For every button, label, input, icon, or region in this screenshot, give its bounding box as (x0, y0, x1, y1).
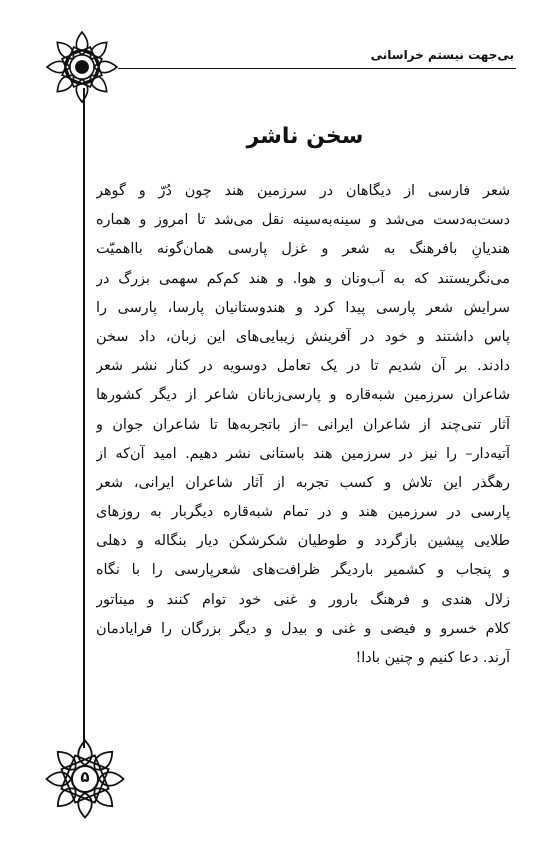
text-line: آثار تنی‌چند از شاعران ایرانی –از باتجربه‌ها تا شاعران جوان و (96, 416, 510, 433)
page-title: سخن ناشر (246, 124, 364, 149)
text-line: پاس داشتند و خود در آفرینش زیبایی‌های این زبان، داد سخن (96, 328, 510, 345)
header-rule (118, 68, 516, 69)
text-line: هندیانِ بافرهنگ به شعر و غزل پارسی همان‌گونه بااهمیّت (96, 241, 510, 258)
text-line: زلال هندی و فرهنگ بارور و غنی خود توام کنند و میناتور (96, 591, 510, 608)
text-line: و پنجاب و کشمیر باردیگر ظرافت‌های شعرپارسی را با نگاه (96, 562, 510, 579)
page-number: ۵ (80, 768, 90, 786)
running-head: بی‌جهت نیستم خراسانی (370, 48, 514, 62)
text-line: آرند. دعا کنیم و چنین بادا! (355, 650, 510, 666)
text-line: می‌نگریستند که به آب‌ونان و هوا. و هند کم‌کم سهمی بزرگ در (96, 270, 510, 287)
text-line: شعر فارسی از دیگاهان در سرزمین هند چون دُرّ و گوهر (96, 183, 510, 199)
text-line: پارسی در سرزمین هند و در تمام شبه‌قاره دیگربار به روزهای (96, 504, 510, 521)
text-line: آتیه‌دار– را نیز در سرزمین هند باستانی نشر دهیم. امید آن‌که از (96, 445, 510, 462)
text-line: شاعران سرزمین شبه‌قاره و پارسی‌زبانان شاعر از دیگر کشورها (96, 387, 510, 404)
text-line: دست‌به‌دست می‌شد و سینه‌به‌سینه نقل می‌شد تا امروز و هماره (96, 212, 510, 229)
text-line: طلایی پیشین بازگردد و طوطیان شکرشکن دیار بنگاله و دهلی (96, 533, 510, 550)
publisher-note-text (96, 177, 510, 673)
margin-rule (83, 88, 85, 748)
text-line: رهگذر این تلاش و کسب تجربه از آثار شاعران ایرانی، شعر (96, 474, 510, 491)
text-line: سرایش شعر پارسی پیدا کرد و هندوستانیان پارسا، پارسی را (96, 299, 510, 316)
rosette-ornament-icon (44, 29, 120, 105)
text-line: دادند. بر آن شدیم تا در یک تعامل دوسویه در کنار نشر شعر (96, 358, 510, 375)
text-line: کلام خسرو و فیضی و غنی و بیدل و دیگر بزرگان را فرایادمان (96, 620, 510, 637)
